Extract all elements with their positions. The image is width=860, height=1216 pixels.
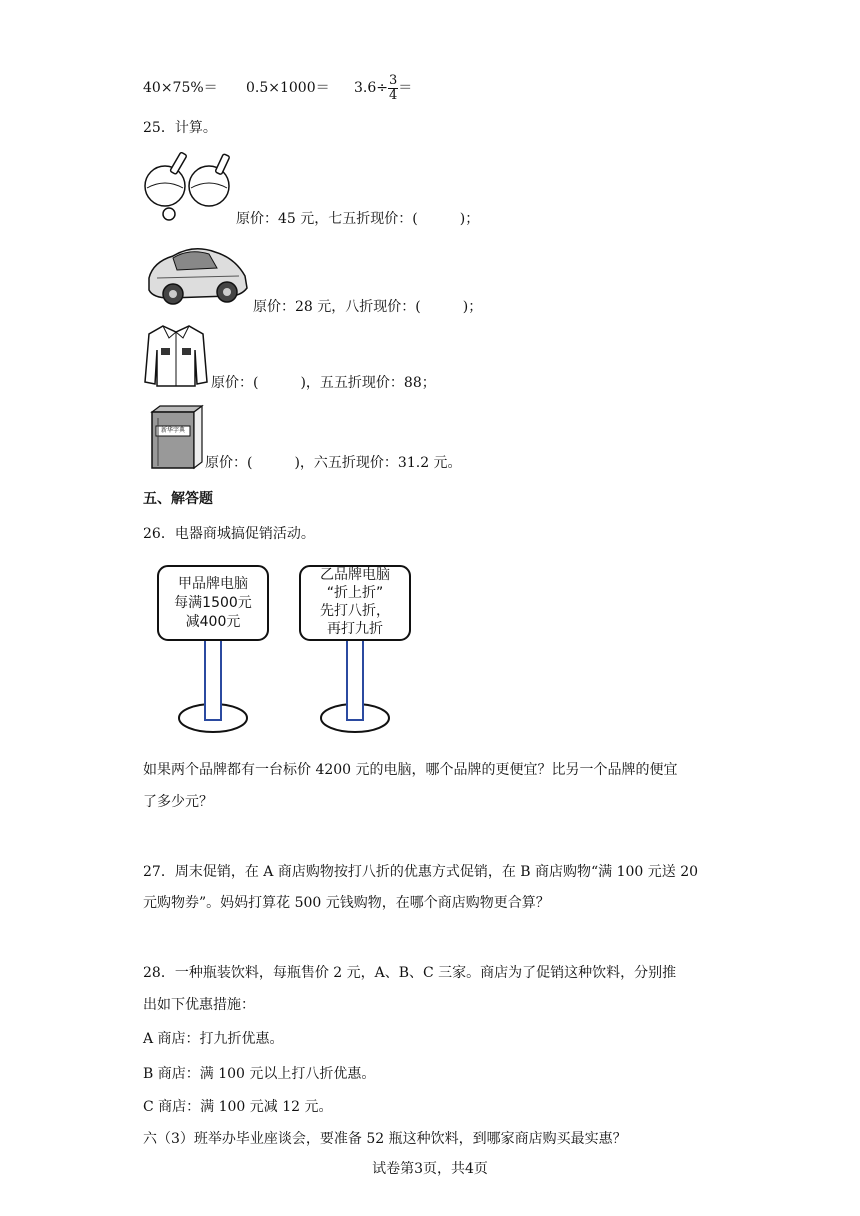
sign-b-line-1: 乙品牌电脑 <box>320 567 390 583</box>
dictionary-book-icon <box>148 404 204 470</box>
sign-a-line-3: 减400元 <box>185 614 241 630</box>
ping-pong-paddles-icon <box>143 148 235 222</box>
q27-line-2: 元购物券”。妈妈打算花 500 元钱购物，在哪个商店购物更合算？ <box>143 895 550 911</box>
sign-b-line-4: 再打九折 <box>327 621 383 637</box>
sign-b-line-3: 先打八折， <box>320 603 390 619</box>
calc-item-2: 0.5×1000＝ <box>246 80 330 96</box>
q28-shop-c: C 商店：满 100 元减 12 元。 <box>143 1099 333 1115</box>
fraction-denominator: 4 <box>389 87 398 103</box>
sign-a-line-1: 甲品牌电脑 <box>178 576 248 592</box>
q25-item-2: 原价：28 元，八折现价：( )； <box>253 299 483 315</box>
book-cover-label: 新华字典 <box>160 427 185 434</box>
sign-brand-a <box>158 575 268 632</box>
section-title: 五、解答题 <box>143 491 213 507</box>
q25-item-3: 原价：( )，五五折现价：88； <box>211 375 436 391</box>
jacket-icon <box>143 322 209 388</box>
sign-b-line-2: “折上折” <box>326 585 384 601</box>
sign-brand-b <box>300 566 410 638</box>
fraction <box>388 74 398 103</box>
sign-a-line-2: 每满1500元 <box>174 595 252 611</box>
q28-shop-b: B 商店：满 100 元以上打八折优惠。 <box>143 1066 376 1082</box>
car-icon <box>143 238 251 308</box>
q28-shop-a: A 商店：打九折优惠。 <box>143 1031 284 1047</box>
page-footer: 试卷第3页，共4页 <box>372 1161 488 1177</box>
calc-item-3 <box>354 70 412 106</box>
q26-question-line-2: 了多少元？ <box>143 794 213 810</box>
calc-item-3-prefix: 3.6÷ <box>354 80 388 96</box>
q28-line-1: 28．一种瓶装饮料，每瓶售价 2 元，A、B、C 三家。商店为了促销这种饮料，分别推 <box>143 965 677 981</box>
calc-item-3-suffix: ＝ <box>398 80 413 96</box>
calc-item-1: 40×75%＝ <box>143 80 218 96</box>
q28-question: 六（3）班举办毕业座谈会，要准备 52 瓶这种饮料，到哪家商店购买最实惠？ <box>143 1131 627 1147</box>
q25-item-1: 原价：45 元，七五折现价：( )； <box>236 211 480 227</box>
q27-line-1: 27．周末促销，在 A 商店购物按打八折的优惠方式促销，在 B 商店购物“满 100 元送 20 <box>143 864 699 880</box>
q28-line-2: 出如下优惠措施： <box>143 997 255 1013</box>
q26-title: 26．电器商城搞促销活动。 <box>143 526 315 542</box>
q25-title: 25．计算。 <box>143 120 217 136</box>
q25-item-4: 原价：( )，六五折现价：31.2 元。 <box>205 455 462 471</box>
q26-question-line-1: 如果两个品牌都有一台标价 4200 元的电脑，哪个品牌的更便宜？比另一个品牌的便宜 <box>143 762 678 778</box>
fraction-numerator: 3 <box>389 72 398 88</box>
